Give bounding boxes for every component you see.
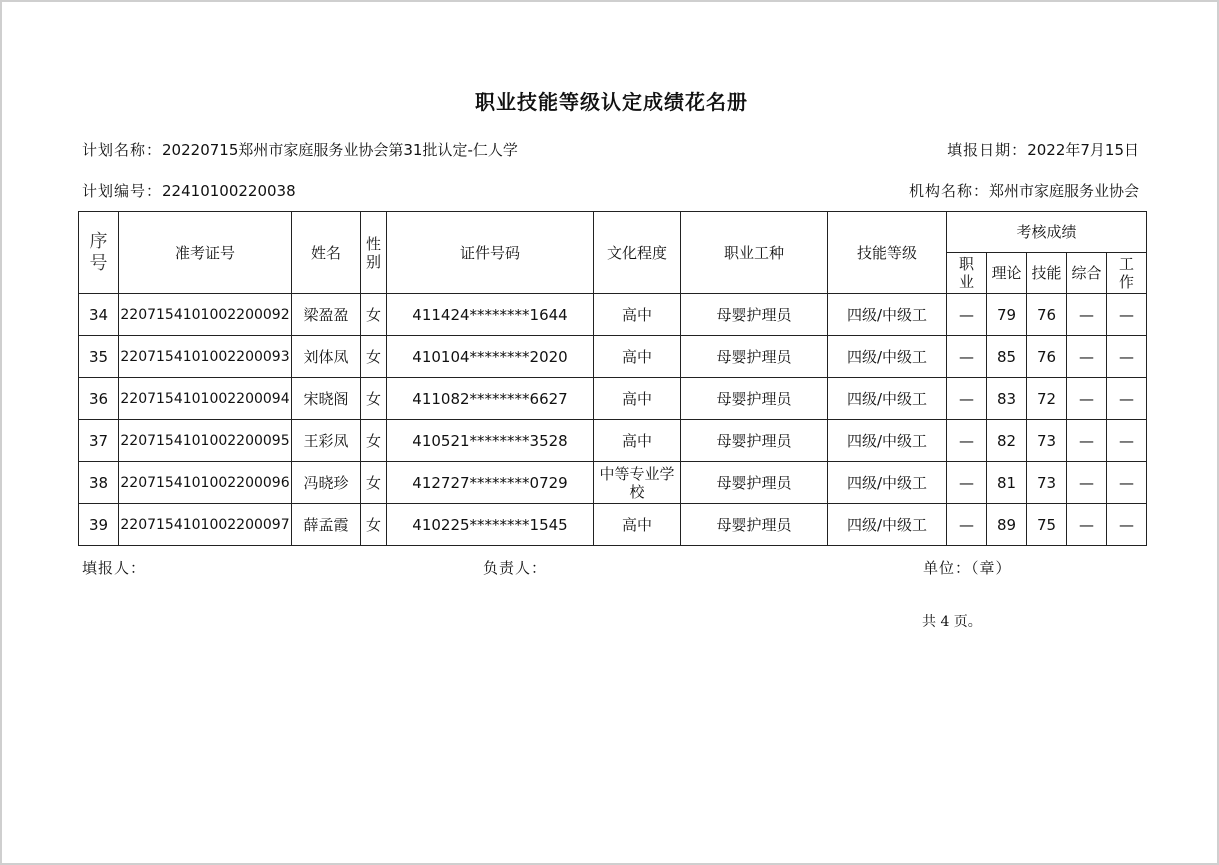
- row-score-occupational: —: [947, 420, 987, 462]
- roster-body: [79, 294, 1147, 546]
- row-skill-level: 四级/中级工: [828, 378, 947, 420]
- row-score-theory: 89: [987, 504, 1027, 546]
- row-id-no: 410104********2020: [387, 336, 594, 378]
- fill-date: [947, 139, 1139, 160]
- table-row: [79, 462, 1147, 504]
- org-name-label: 机构名称：: [908, 182, 989, 200]
- row-score-occupational: —: [947, 378, 987, 420]
- row-skill-level: 四级/中级工: [828, 420, 947, 462]
- unit-seal-label: 单位：（章）: [923, 559, 1012, 577]
- row-name: 薛孟霞: [292, 504, 361, 546]
- row-name: 梁盈盈: [292, 294, 361, 336]
- header-score-occupational: 职业: [947, 253, 987, 294]
- row-id-no: 410225********1545: [387, 504, 594, 546]
- row-score-skill: 73: [1027, 462, 1067, 504]
- row-name: 刘体凤: [292, 336, 361, 378]
- row-seq: 39: [79, 504, 119, 546]
- row-score-work: —: [1107, 294, 1147, 336]
- header-score-comprehensive: 综合: [1067, 253, 1107, 294]
- row-exam-no: 2207154101002200094: [119, 378, 292, 420]
- row-name: 冯晓珍: [292, 462, 361, 504]
- row-education: 中等专业学校: [594, 462, 681, 504]
- row-score-work: —: [1107, 462, 1147, 504]
- row-name: 宋晓阁: [292, 378, 361, 420]
- org-name: [909, 180, 1139, 201]
- row-score-work: —: [1107, 336, 1147, 378]
- filler-label: 填报人：: [82, 559, 147, 577]
- row-skill-level: 四级/中级工: [828, 504, 947, 546]
- responsible-label: 负责人：: [483, 559, 548, 577]
- header-skill-level: 技能等级: [828, 212, 947, 294]
- header-score-skill: 技能: [1027, 253, 1067, 294]
- plan-name: [82, 139, 518, 160]
- row-score-occupational: —: [947, 294, 987, 336]
- header-score-theory: 理论: [987, 253, 1027, 294]
- header-id-no: 证件号码: [387, 212, 594, 294]
- row-id-no: 412727********0729: [387, 462, 594, 504]
- row-score-comprehensive: —: [1067, 336, 1107, 378]
- plan-number-value: 22410100220038: [162, 182, 296, 200]
- row-score-theory: 85: [987, 336, 1027, 378]
- row-exam-no: 2207154101002200092: [119, 294, 292, 336]
- row-seq: 37: [79, 420, 119, 462]
- table-row: [79, 336, 1147, 378]
- document-title: 职业技能等级认定成绩花名册: [475, 90, 748, 114]
- header-education: 文化程度: [594, 212, 681, 294]
- row-score-occupational: —: [947, 504, 987, 546]
- row-score-theory: 81: [987, 462, 1027, 504]
- fill-date-label: 填报日期：: [947, 141, 1028, 159]
- plan-name-label: 计划名称：: [82, 141, 163, 159]
- header-scores: 考核成绩: [947, 212, 1147, 253]
- row-score-work: —: [1107, 420, 1147, 462]
- row-score-theory: 82: [987, 420, 1027, 462]
- header-score-work: 工作: [1107, 253, 1147, 294]
- row-id-no: 411082********6627: [387, 378, 594, 420]
- row-seq: 34: [79, 294, 119, 336]
- row-score-skill: 76: [1027, 294, 1067, 336]
- row-score-comprehensive: —: [1067, 504, 1107, 546]
- row-occupation: 母婴护理员: [681, 378, 828, 420]
- row-occupation: 母婴护理员: [681, 336, 828, 378]
- row-occupation: 母婴护理员: [681, 462, 828, 504]
- row-score-skill: 75: [1027, 504, 1067, 546]
- row-skill-level: 四级/中级工: [828, 336, 947, 378]
- row-score-comprehensive: —: [1067, 378, 1107, 420]
- row-occupation: 母婴护理员: [681, 504, 828, 546]
- row-education: 高中: [594, 504, 681, 546]
- row-score-skill: 76: [1027, 336, 1067, 378]
- row-name: 王彩凤: [292, 420, 361, 462]
- row-skill-level: 四级/中级工: [828, 294, 947, 336]
- row-score-theory: 83: [987, 378, 1027, 420]
- header-occupation: 职业工种: [681, 212, 828, 294]
- row-seq: 36: [79, 378, 119, 420]
- plan-number-label: 计划编号：: [82, 182, 163, 200]
- row-score-work: —: [1107, 504, 1147, 546]
- row-gender: 女: [361, 504, 387, 546]
- row-exam-no: 2207154101002200095: [119, 420, 292, 462]
- row-seq: 38: [79, 462, 119, 504]
- row-score-skill: 72: [1027, 378, 1067, 420]
- score-roster-table: [78, 211, 1147, 546]
- table-row: [79, 294, 1147, 336]
- header-gender: 性别: [361, 212, 387, 294]
- org-name-value: 郑州市家庭服务业协会: [988, 182, 1139, 200]
- row-seq: 35: [79, 336, 119, 378]
- row-exam-no: 2207154101002200097: [119, 504, 292, 546]
- row-education: 高中: [594, 294, 681, 336]
- header-exam-no: 准考证号: [119, 212, 292, 294]
- table-row: [79, 378, 1147, 420]
- row-education: 高中: [594, 420, 681, 462]
- row-occupation: 母婴护理员: [681, 294, 828, 336]
- row-gender: 女: [361, 294, 387, 336]
- row-score-occupational: —: [947, 462, 987, 504]
- header-name: 姓名: [292, 212, 361, 294]
- row-education: 高中: [594, 336, 681, 378]
- table-row: [79, 420, 1147, 462]
- header-seq: 序号: [79, 212, 119, 294]
- row-gender: 女: [361, 378, 387, 420]
- row-skill-level: 四级/中级工: [828, 462, 947, 504]
- row-score-occupational: —: [947, 336, 987, 378]
- row-score-comprehensive: —: [1067, 420, 1107, 462]
- plan-name-value: 20220715郑州市家庭服务业协会第31批认定-仁人学: [162, 141, 518, 159]
- row-exam-no: 2207154101002200093: [119, 336, 292, 378]
- row-id-no: 410521********3528: [387, 420, 594, 462]
- row-score-work: —: [1107, 378, 1147, 420]
- page-count: 共 4 页。: [922, 614, 982, 630]
- row-gender: 女: [361, 336, 387, 378]
- row-id-no: 411424********1644: [387, 294, 594, 336]
- fill-date-value: 2022年7月15日: [1027, 141, 1139, 159]
- row-gender: 女: [361, 420, 387, 462]
- row-exam-no: 2207154101002200096: [119, 462, 292, 504]
- row-education: 高中: [594, 378, 681, 420]
- row-score-theory: 79: [987, 294, 1027, 336]
- plan-number: [82, 180, 296, 201]
- row-score-comprehensive: —: [1067, 294, 1107, 336]
- row-gender: 女: [361, 462, 387, 504]
- row-score-comprehensive: —: [1067, 462, 1107, 504]
- row-score-skill: 73: [1027, 420, 1067, 462]
- row-occupation: 母婴护理员: [681, 420, 828, 462]
- table-row: [79, 504, 1147, 546]
